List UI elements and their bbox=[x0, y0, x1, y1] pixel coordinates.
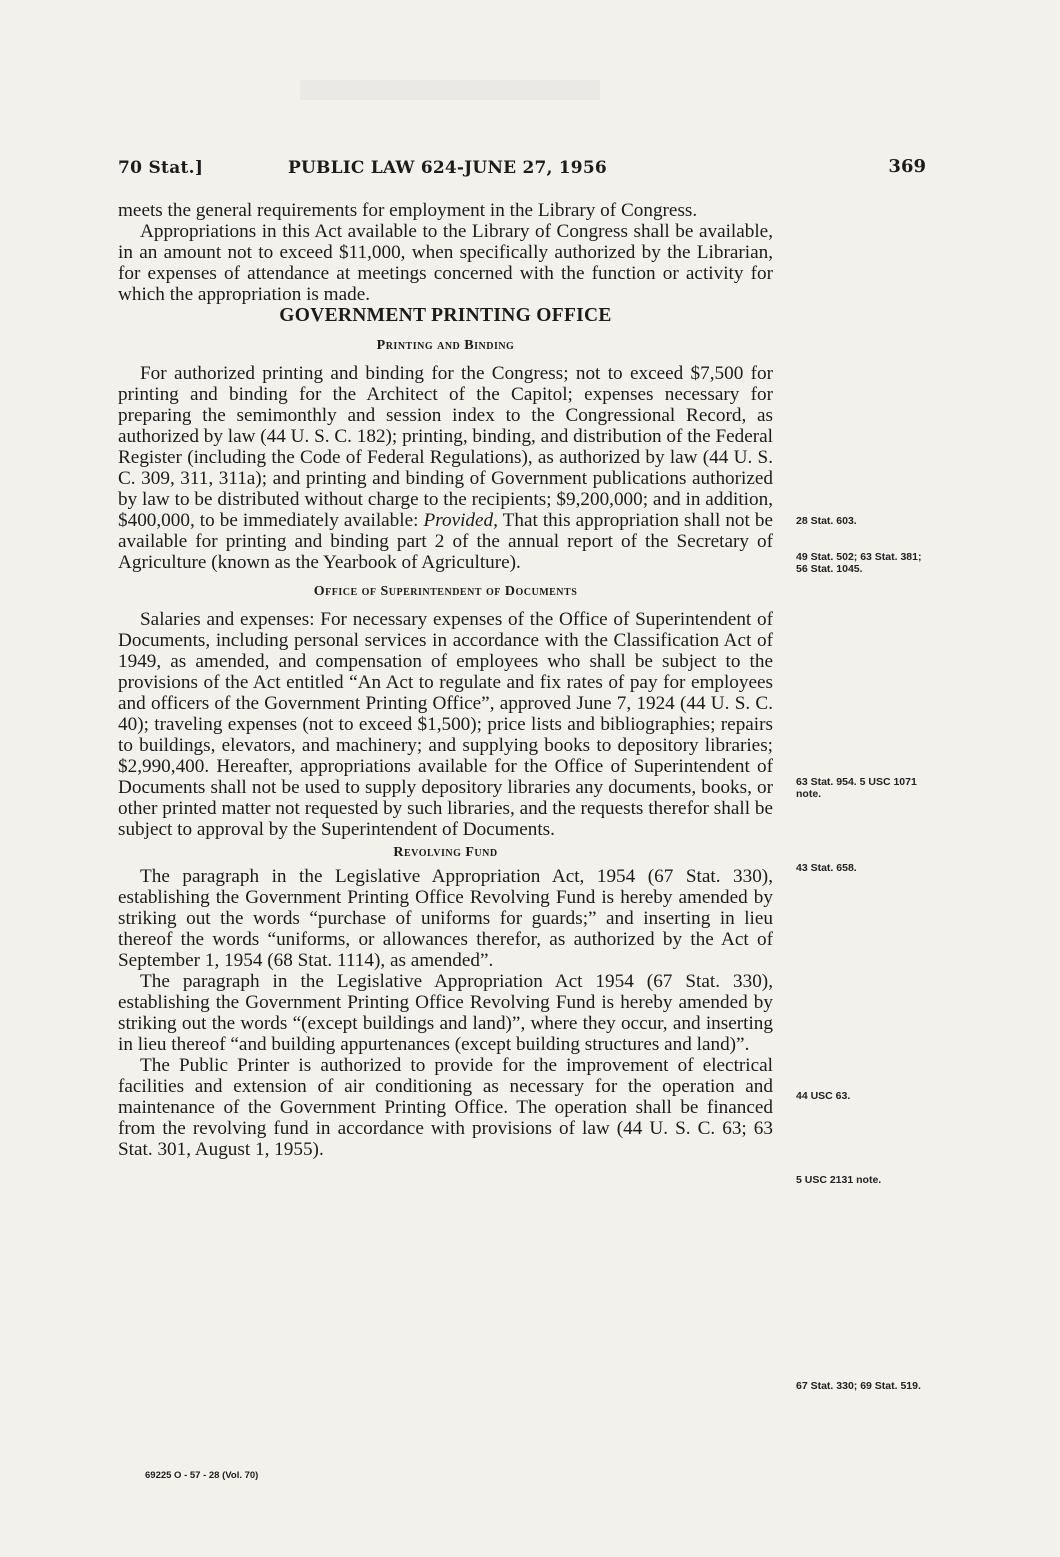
heading-revolving-fund: Revolving Fund bbox=[393, 845, 498, 860]
print-code: 69225 O - 57 - 28 (Vol. 70) bbox=[145, 1470, 259, 1481]
main-text bbox=[118, 200, 773, 1160]
paragraph-library-requirements: meets the general requirements for employment in the Library of Congress. bbox=[118, 200, 698, 221]
margin-note: 44 USC 63. bbox=[796, 1090, 851, 1102]
margin-note: 49 Stat. 502; 63 Stat. 381; 56 Stat. 1045. bbox=[796, 551, 922, 575]
margin-note: 5 USC 2131 note. bbox=[796, 1174, 882, 1186]
bleed-through-shadow bbox=[300, 80, 600, 100]
margin-note: 67 Stat. 330; 69 Stat. 519. bbox=[796, 1380, 921, 1392]
statute-volume-ref: 70 Stat.] bbox=[118, 158, 204, 178]
paragraph-revolving-fund-buildings: The paragraph in the Legislative Appropriation Act 1954 (67 Stat. 330), establishing the Government Printing Office Revolving Fund is hereby amended by striking out the words “(except buildings and land)”, where they occur, and inserting in lieu thereof “and building appurtenances (except building structures and land)”. bbox=[118, 971, 773, 1055]
heading-printing-and-binding: Printing and Binding bbox=[376, 338, 515, 353]
paragraph-salaries-expenses: Salaries and expenses: For necessary expenses of the Office of Superintendent of Documents, including personal services in accordance with the Classification Act of 1949, as amended, and compensation of employees who shall be subject to the provisions of the Act entitled “An Act to regulate and fix rates of pay for employees and officers of the Government Printing Office”, approved June 7, 1924 (44 U. S. C. 40); traveling expenses (not to exceed $1,500); price lists and bibliographies; repairs to buildings, elevators, and machinery; and supplying books to depository libraries; $2,990,400. Hereafter, appropriations available for the Office of Superintendent of Documents shall not be used to supply depository libraries any documents, books, or other printed matter not requested by such libraries, and the requests therefor shall be subject to approval by the Superintendent of Documents. bbox=[118, 609, 773, 840]
heading-superintendent-of-documents: Office of Superintendent of Documents bbox=[313, 584, 578, 599]
paragraph-printing-binding bbox=[118, 363, 773, 573]
page-number: 369 bbox=[888, 156, 926, 177]
heading-government-printing-office: GOVERNMENT PRINTING OFFICE bbox=[279, 305, 612, 326]
margin-note: 28 Stat. 603. bbox=[796, 515, 857, 527]
margin-note: 63 Stat. 954. 5 USC 1071 note. bbox=[796, 776, 917, 800]
running-header bbox=[118, 156, 926, 186]
paragraph-revolving-fund-uniforms: The paragraph in the Legislative Appropriation Act, 1954 (67 Stat. 330), establishing the Government Printing Office Revolving Fund is hereby amended by striking out the words “purchase of uniforms for guards;” and inserting in lieu thereof the words “uniforms, or allowances therefor, as authorized by the Act of September 1, 1954 (68 Stat. 1114), as amended”. bbox=[118, 866, 773, 971]
law-title: PUBLIC LAW 624-JUNE 27, 1956 bbox=[288, 158, 607, 178]
margin-note: 43 Stat. 658. bbox=[796, 862, 857, 874]
provided-term: Provided, bbox=[423, 510, 498, 531]
paragraph-public-printer: The Public Printer is authorized to provide for the improvement of electrical facilities and extension of air conditioning as necessary for the operation and maintenance of the Government Printing Office. The operation shall be financed from the revolving fund in accordance with provisions of law (44 U. S. C. 63; 63 Stat. 301, August 1, 1955). bbox=[118, 1055, 773, 1160]
printing-binding-proviso: That this appropriation shall not be available for printing and binding part 2 of the annual report of the Secretary of Agriculture (known as the Yearbook of Agriculture). bbox=[118, 510, 773, 573]
paragraph-library-appropriations: Appropriations in this Act available to the Library of Congress shall be available, in an amount not to exceed $11,000, when specifically authorized by the Librarian, for expenses of attendance at meetings concerned with the function or activity for which the appropriation is made. bbox=[118, 221, 773, 305]
printing-binding-text: For authorized printing and binding for the Congress; not to exceed $7,500 for printing and binding for the Architect of the Capitol; expenses necessary for preparing the semimonthly and session index to the Congressional Record, as authorized by law (44 U. S. C. 182); printing, binding, and distribution of the Federal Register (including the Code of Federal Regulations), as authorized by law (44 U. S. C. 309, 311, 311a); and printing and binding of Government publications authorized by law to be distributed without charge to the recipients; $9,200,000; and in addition, $400,000, to be immediately available: bbox=[118, 363, 773, 531]
